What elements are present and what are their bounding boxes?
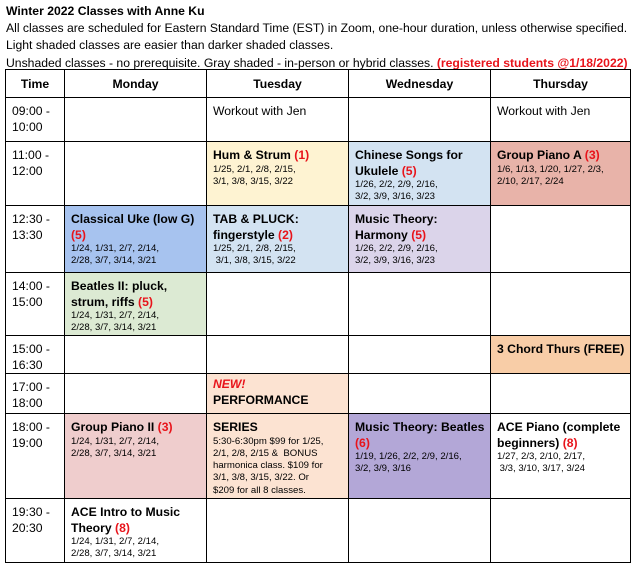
class-title bbox=[71, 212, 202, 243]
class-cell-workout-tue[interactable] bbox=[207, 98, 349, 142]
time-cell bbox=[6, 98, 65, 142]
dates-line: 1/26, 2/2, 2/9, 2/16, bbox=[355, 243, 438, 254]
time-cell bbox=[6, 336, 65, 374]
legend-text: Unshaded classes - no prerequisite. Gray shaded - in-person or hybrid classes. bbox=[6, 55, 437, 70]
class-title bbox=[355, 212, 486, 243]
table-row bbox=[6, 374, 631, 414]
class-dates bbox=[213, 164, 344, 189]
table-row bbox=[6, 98, 631, 142]
class-title bbox=[213, 148, 344, 164]
class-name: Music Theory: Beatles bbox=[355, 420, 485, 434]
dates-line: harmonica class. $109 for bbox=[213, 460, 323, 472]
empty-cell bbox=[65, 142, 207, 206]
table-row bbox=[6, 336, 631, 374]
class-dates bbox=[213, 243, 344, 268]
page-title: Winter 2022 Classes with Anne Ku bbox=[6, 4, 205, 18]
registered-count: (3) bbox=[157, 420, 173, 434]
header-row bbox=[6, 70, 631, 98]
class-cell-group-piano-ii[interactable] bbox=[65, 414, 207, 499]
dates-line: 1/26, 2/2, 2/9, 2/16, bbox=[355, 179, 438, 190]
col-header-wednesday: Wednesday bbox=[349, 70, 491, 98]
table-row bbox=[6, 206, 631, 273]
col-header-monday: Monday bbox=[65, 70, 207, 98]
dates-line: 3/2, 3/9, 3/16 bbox=[355, 463, 412, 475]
time-cell bbox=[6, 273, 65, 336]
dates-line: 2/1, 2/8, 2/15 & BONUS bbox=[213, 447, 318, 459]
class-dates bbox=[355, 179, 486, 204]
time-start: 12:30 - bbox=[12, 212, 50, 226]
class-cell-theory-beatles[interactable] bbox=[349, 414, 491, 499]
intro-line-shading: Light shaded classes are easier than darker shaded classes. bbox=[6, 38, 334, 53]
dates-line: $209 for all 8 classes. bbox=[213, 484, 306, 496]
col-header-tuesday: Tuesday bbox=[207, 70, 349, 98]
empty-cell bbox=[207, 273, 349, 336]
registered-count: (5) bbox=[401, 163, 417, 178]
dates-line: 1/24, 1/31, 2/7, 2/14, bbox=[71, 243, 160, 254]
class-name: TAB & PLUCK: fingerstyle bbox=[213, 212, 299, 242]
time-cell bbox=[6, 414, 65, 499]
time-end: 12:00 bbox=[12, 163, 43, 178]
class-dates bbox=[497, 164, 626, 189]
time-start: 11:00 - bbox=[12, 148, 50, 162]
class-cell-hum-strum[interactable] bbox=[207, 142, 349, 206]
dates-line: 1/24, 1/31, 2/7, 2/14, bbox=[71, 310, 160, 321]
table-row bbox=[6, 273, 631, 336]
class-title: Workout with Jen bbox=[213, 104, 307, 118]
registered-count: (8) bbox=[562, 435, 578, 450]
empty-cell bbox=[491, 499, 631, 563]
empty-cell bbox=[65, 374, 207, 414]
class-name: Group Piano II bbox=[71, 420, 158, 434]
dates-line: 3/1, 3/8, 3/15, 3/22 bbox=[213, 255, 296, 267]
class-title: PERFORMANCE bbox=[213, 392, 309, 407]
table-row bbox=[6, 142, 631, 206]
table-row bbox=[6, 414, 631, 499]
empty-cell bbox=[349, 336, 491, 374]
class-name: Chinese Songs for Ukulele bbox=[355, 148, 463, 178]
class-cell-beatles-ii[interactable] bbox=[65, 273, 207, 336]
time-cell bbox=[6, 206, 65, 273]
class-cell-classical-uke[interactable] bbox=[65, 206, 207, 273]
class-dates bbox=[213, 436, 344, 497]
time-cell bbox=[6, 499, 65, 563]
empty-cell bbox=[349, 499, 491, 563]
class-title: Workout with Jen bbox=[497, 104, 591, 118]
dates-line: 3/1, 3/8, 3/15, 3/22 bbox=[213, 175, 294, 187]
class-cell-workout-thu[interactable] bbox=[491, 98, 631, 142]
class-title bbox=[71, 505, 202, 536]
dates-line: 2/28, 3/7, 3/14, 3/21 bbox=[71, 322, 157, 334]
class-dates bbox=[71, 436, 202, 461]
class-name: Group Piano A bbox=[497, 148, 585, 162]
class-cell-performance-series[interactable] bbox=[207, 414, 349, 499]
dates-line: 2/10, 2/17, 2/24 bbox=[497, 175, 564, 187]
class-dates bbox=[71, 310, 202, 335]
class-cell-group-piano-a[interactable] bbox=[491, 142, 631, 206]
empty-cell bbox=[349, 98, 491, 142]
class-cell-performance[interactable] bbox=[207, 374, 349, 414]
time-start: 18:00 - bbox=[12, 420, 50, 434]
registered-note: (registered students @1/18/2022) bbox=[436, 55, 628, 70]
registered-count: (6) bbox=[355, 435, 370, 450]
time-end: 18:00 bbox=[12, 395, 43, 410]
dates-line: 2/28, 3/7, 3/14, 3/21 bbox=[71, 447, 157, 459]
registered-count: (2) bbox=[278, 227, 293, 242]
time-start: 14:00 - bbox=[12, 279, 50, 293]
class-name: Hum & Strum bbox=[213, 148, 295, 162]
empty-cell bbox=[491, 206, 631, 273]
class-cell-theory-harmony[interactable] bbox=[349, 206, 491, 273]
dates-line: 3/2, 3/9, 3/16, 3/23 bbox=[355, 191, 436, 203]
dates-line: 1/24, 1/31, 2/7, 2/14, bbox=[71, 435, 160, 447]
intro-line-schedule: All classes are scheduled for Eastern Standard Time (EST) in Zoom, one-hour duration, unless otherwise specified. bbox=[6, 21, 628, 36]
time-cell bbox=[6, 374, 65, 414]
empty-cell bbox=[207, 336, 349, 374]
empty-cell bbox=[65, 336, 207, 374]
time-start: 17:00 - bbox=[12, 380, 50, 394]
class-dates bbox=[355, 243, 486, 268]
dates-line: 1/24, 1/31, 2/7, 2/14, bbox=[71, 536, 160, 547]
class-name: Music Theory: Harmony bbox=[355, 212, 438, 242]
dates-line: 1/19, 1/26, 2/2, 2/9, 2/16, bbox=[355, 451, 462, 462]
dates-line: 2/28, 3/7, 3/14, 3/21 bbox=[71, 255, 157, 267]
class-title: 3 Chord Thurs (FREE) bbox=[497, 342, 625, 356]
class-cell-chinese-songs[interactable] bbox=[349, 142, 491, 206]
class-cell-ace-intro-theory[interactable] bbox=[65, 499, 207, 563]
class-title bbox=[71, 420, 202, 436]
class-name: ACE Piano (complete beginners) bbox=[497, 420, 621, 450]
class-cell-3-chord-thurs[interactable] bbox=[491, 336, 631, 374]
class-title: SERIES bbox=[213, 420, 258, 434]
class-name: Beatles II: pluck, strum, riffs bbox=[71, 279, 168, 309]
class-dates bbox=[71, 243, 202, 268]
table-row bbox=[6, 499, 631, 563]
empty-cell bbox=[65, 98, 207, 142]
dates-line: 1/27, 2/3, 2/10, 2/17, bbox=[497, 451, 586, 462]
time-start: 15:00 - bbox=[12, 342, 50, 356]
dates-line: 5:30-6:30pm $99 for 1/25, bbox=[213, 435, 324, 447]
class-dates bbox=[497, 451, 626, 476]
class-dates bbox=[355, 451, 486, 476]
class-name: Classical Uke (low G) bbox=[71, 212, 195, 226]
time-cell bbox=[6, 142, 65, 206]
registered-count: (3) bbox=[584, 148, 600, 162]
empty-cell bbox=[207, 499, 349, 563]
dates-line: 1/25, 2/1, 2/8, 2/15, bbox=[213, 243, 296, 254]
time-end: 16:30 bbox=[12, 357, 43, 372]
class-name: ACE Intro to Music Theory bbox=[71, 505, 181, 535]
dates-line: 3/2, 3/9, 3/16, 3/23 bbox=[355, 255, 436, 267]
page-header bbox=[6, 3, 638, 72]
empty-cell bbox=[349, 374, 491, 414]
dates-line: 1/6, 1/13, 1/20, 1/27, 2/3, bbox=[497, 163, 604, 175]
registered-count: (5) bbox=[138, 294, 153, 309]
time-start: 09:00 - bbox=[12, 104, 50, 118]
schedule-table bbox=[5, 69, 631, 563]
time-end: 20:30 bbox=[12, 520, 43, 535]
col-header-time: Time bbox=[6, 70, 65, 98]
col-header-thursday: Thursday bbox=[491, 70, 631, 98]
class-cell-tab-pluck[interactable] bbox=[207, 206, 349, 273]
registered-count: (5) bbox=[71, 227, 86, 242]
dates-line: 2/28, 3/7, 3/14, 3/21 bbox=[71, 548, 157, 560]
time-end: 13:30 bbox=[12, 227, 43, 242]
class-dates bbox=[71, 536, 202, 561]
class-title bbox=[355, 148, 486, 179]
class-title bbox=[497, 148, 626, 164]
class-title bbox=[497, 420, 626, 451]
time-start: 19:30 - bbox=[12, 505, 50, 519]
class-cell-ace-piano[interactable] bbox=[491, 414, 631, 499]
class-title bbox=[71, 279, 202, 310]
time-end: 10:00 bbox=[12, 119, 43, 134]
empty-cell bbox=[349, 273, 491, 336]
dates-line: 1/25, 2/1, 2/8, 2/15, bbox=[213, 163, 296, 175]
class-title bbox=[355, 420, 486, 451]
time-end: 19:00 bbox=[12, 435, 43, 450]
empty-cell bbox=[491, 374, 631, 414]
registered-count: (5) bbox=[411, 227, 427, 242]
registered-count: (1) bbox=[294, 148, 310, 162]
new-badge: NEW! bbox=[213, 377, 246, 391]
dates-line: 3/1, 3/8, 3/15, 3/22. Or bbox=[213, 472, 309, 484]
empty-cell bbox=[491, 273, 631, 336]
dates-line: 3/3, 3/10, 3/17, 3/24 bbox=[497, 463, 586, 475]
time-end: 15:00 bbox=[12, 294, 43, 309]
registered-count: (8) bbox=[115, 520, 130, 535]
class-title bbox=[213, 212, 344, 243]
